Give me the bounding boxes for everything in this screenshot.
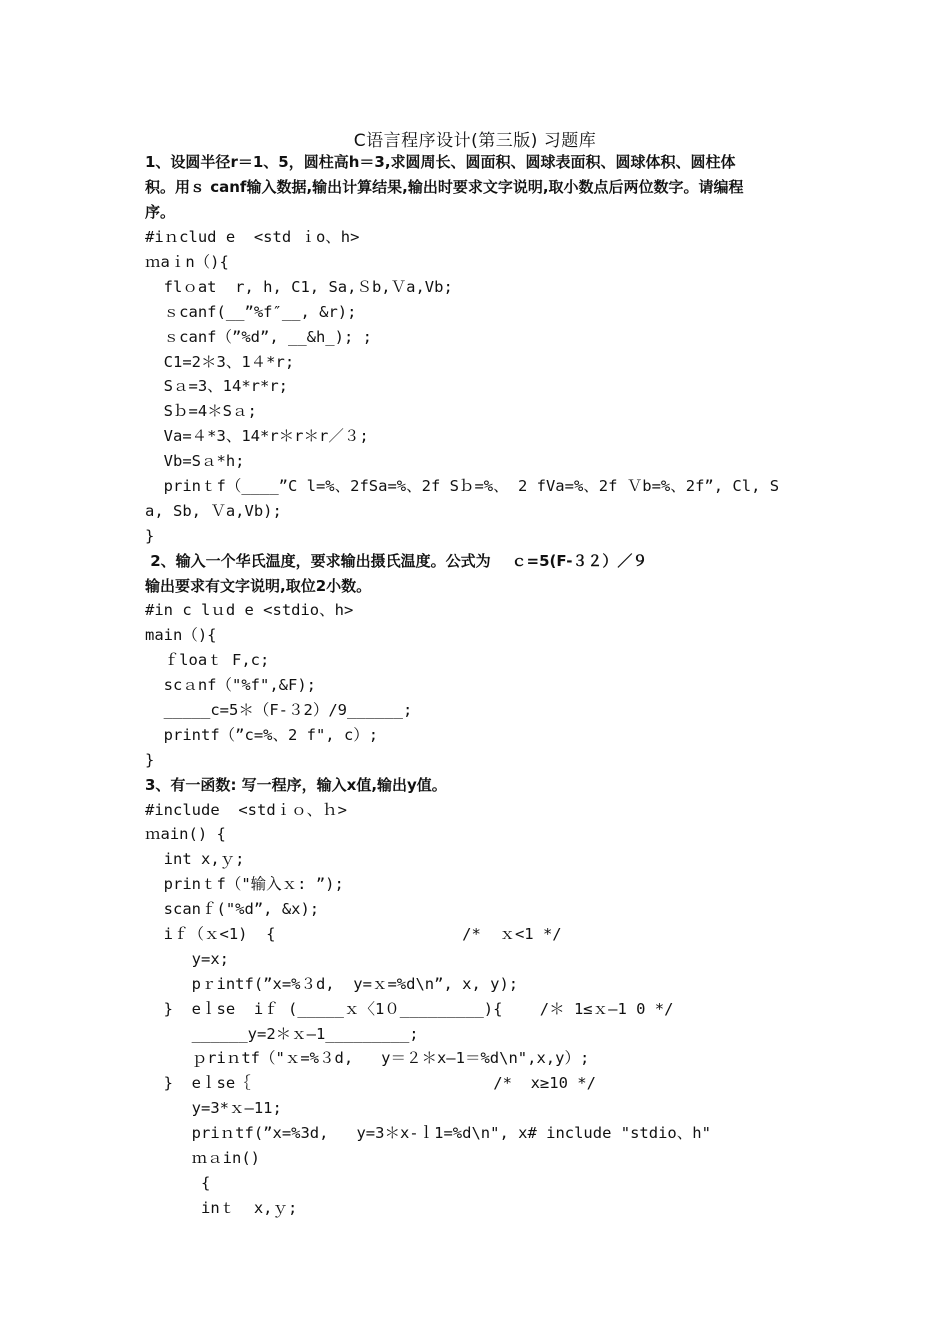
code-line: ｍaｉn（){ xyxy=(145,253,229,271)
code-line: ｐriｎtf（"ｘ=%３d, y＝２＊x—1＝%d\n",x,y）; xyxy=(145,1049,590,1067)
code-line: ｍain() { xyxy=(145,825,226,843)
code-line: C1=2＊3、1４*r; xyxy=(145,353,295,371)
code-line: Sｂ=4＊Sａ; xyxy=(145,402,257,420)
code-line: priｎtf(”x=%3d, y=3＊x-ｌ1=%d\n", x# include "stdio、h" xyxy=(145,1124,711,1142)
code-line: prinｔf（____”C l=%、2fSa=%、2f Sｂ=%、 2 fVa=%、2f Ｖb=%、2f”, Cl, S xyxy=(145,477,780,495)
code-line: Va=４*3、14*r＊r＊r／３; xyxy=(145,427,369,445)
code-line: iｆ（ｘ<1) { /* ｘ<1 */ xyxy=(145,925,562,943)
code-line: ｓcanf(__”%f″__, &r); xyxy=(145,303,357,321)
code-line: } xyxy=(145,751,155,769)
code-line: printf（”c=%、2 f", c）; xyxy=(145,726,379,744)
code-line: ｓcanf（”%d”, __&h_); ; xyxy=(145,328,372,346)
code-line: _____c=5＊（F-３2）/9______; xyxy=(145,701,413,719)
code-line: #include <stdｉｏ、ｈ> xyxy=(145,801,347,819)
code-line: main（){ xyxy=(145,626,217,644)
question-2-line-2: 输出要求有文字说明,取位2小数。 xyxy=(145,577,372,595)
question-1-line-1: 1、设圆半径r＝1、5，圆柱高h＝3,求圆周长、圆面积、圆球表面积、圆球体积、圆柱体 xyxy=(145,153,736,171)
code-line: } eｌse｛ /* x≥10 */ xyxy=(145,1074,596,1092)
code-line: flｏat r, h, C1, Sa,Ｓb,Ｖa,Vb; xyxy=(145,278,453,296)
code-line: scａnf（"%f",&F); xyxy=(145,676,316,694)
code-line: } eｌse iｆ (_____ｘ〈1０_________){ /＊ 1≤ｘ—1 0 */ xyxy=(145,1000,674,1018)
code-line: ______y=2＊ｘ—1_________; xyxy=(145,1025,419,1043)
code-line: #iｎclud e <std ｉo、h> xyxy=(145,228,360,246)
code-line: a, Sb, Ｖa,Vb); xyxy=(145,502,282,520)
question-1-line-3: 序。 xyxy=(145,203,176,221)
code-line: #in c lｕd e <stdio、h> xyxy=(145,601,354,619)
code-line: } xyxy=(145,527,155,545)
question-3-line-1: 3、有一函数: 写一程序，输入x值,输出y值。 xyxy=(145,776,447,794)
code-line: Sａ=3、14*r*r; xyxy=(145,377,288,395)
document-title: C语言程序设计(第三版) 习题库 xyxy=(353,131,597,151)
code-line: ｍａin() xyxy=(145,1149,260,1167)
code-line: int x,ｙ; xyxy=(145,850,245,868)
code-line: scanｆ("%d”, &x); xyxy=(145,900,320,918)
question-2-line-1: 2、输入一个华氏温度，要求输出摄氏温度。公式为 ｃ=5(F-３２）／９ xyxy=(145,552,648,570)
code-line: Vb=Sａ*h; xyxy=(145,452,245,470)
code-line: y=3*ｘ—11; xyxy=(145,1099,282,1117)
code-line: pｒintf(”x=%３d, y=ｘ=%d\n”, x, y); xyxy=(145,975,519,993)
code-line: ｆloaｔ F,c; xyxy=(145,651,270,669)
code-line: prinｔf（"输入ｘ: ”); xyxy=(145,875,344,893)
question-1-line-2: 积。用ｓ canf输入数据,输出计算结果,输出时要求文字说明,取小数点后两位数字。请编程 xyxy=(145,178,744,196)
code-line: inｔ x,ｙ; xyxy=(145,1199,298,1217)
code-line: y=x; xyxy=(145,950,229,968)
code-line: { xyxy=(145,1174,211,1192)
